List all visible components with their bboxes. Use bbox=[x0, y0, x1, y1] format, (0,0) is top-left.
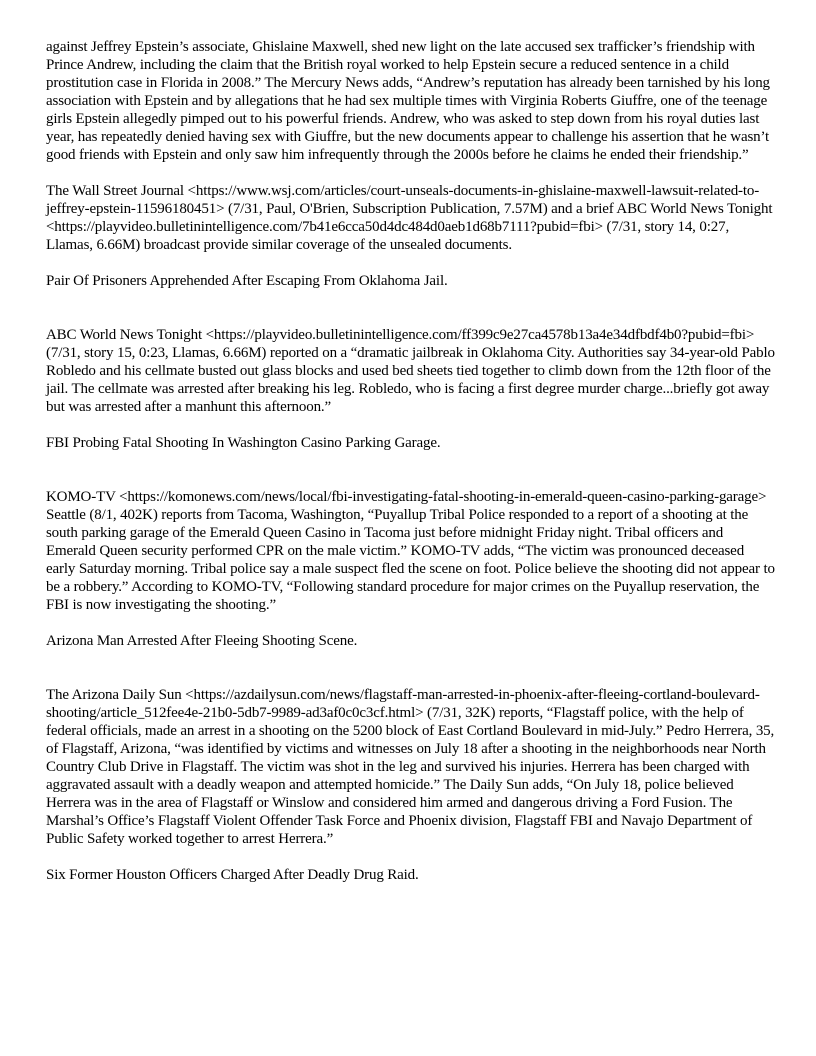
headline-washington-casino: FBI Probing Fatal Shooting In Washington Casino Parking Garage. bbox=[46, 435, 441, 451]
spacer bbox=[46, 668, 776, 686]
headline-oklahoma-jail: Pair Of Prisoners Apprehended After Escaping From Oklahoma Jail. bbox=[46, 273, 448, 289]
article-paragraph-arizona-daily-sun: The Arizona Daily Sun <https://azdailysun.com/news/flagstaff-man-arrested-in-phoenix-after-fleeing-cortland-boulevard-shooting/article_512fee4e-21b0-5db7-9989-ad3af0c0c3cf.html> (7/31, 32K) reports, “Flagstaff police, with the help of federal officials, made an arrest in a shooting on the 5200 block of East Cortland Boulevard in mid-July.” Pedro Herrera, 35, of Flagstaff, Arizona, “was identified by victims and witnesses on July 18 after a shooting in the neighborhoods near North Country Club Drive in Flagstaff. The victim was shot in the leg and survived his injuries. Herrera has been charged with aggravated assault with a deadly weapon and attempted homicide.” The Daily Sun adds, “On July 18, police believed Herrera was in the area of Flagstaff or Winslow and considered him armed and dangerous driving a Ford Fusion. The Marshal’s Office’s Flagstaff Violent Offender Task Force and Phoenix division, Flagstaff FBI and Navajo Department of Public Safety worked together to arrest Herrera.” bbox=[46, 687, 775, 847]
headline-houston-officers: Six Former Houston Officers Charged After Deadly Drug Raid. bbox=[46, 867, 419, 883]
article-paragraph-komo-casino: KOMO-TV <https://komonews.com/news/local/fbi-investigating-fatal-shooting-in-emerald-queen-casino-parking-garage> Seattle (8/1, 402K) reports from Tacoma, Washington, “Puyallup Tribal Police responded to a report of a shooting at the south parking garage of the Emerald Queen Casino in Tacoma just before midnight Friday night. Tribal officers and Emerald Queen security performed CPR on the male victim.” KOMO-TV adds, “The victim was pronounced deceased early Saturday morning. Tribal police say a male suspect fled the scene on foot. Police believe the shooting did not appear to be a robbery.” According to KOMO-TV, “Following standard procedure for major crimes on the Puyallup reservation, the FBI is now investigating the shooting.” bbox=[46, 489, 775, 613]
spacer bbox=[46, 308, 776, 326]
document-page bbox=[46, 38, 776, 902]
article-paragraph-maxwell-andrew: against Jeffrey Epstein’s associate, Ghislaine Maxwell, shed new light on the late accused sex trafficker’s friendship with Prince Andrew, including the claim that the British royal worked to help Epstein secure a reduced sentence in a child prostitution case in Florida in 2008.” The Mercury News adds, “Andrew’s reputation has already been tarnished by his long association with Epstein and by allegations that he had sex multiple times with Virginia Roberts Giuffre, one of the teenage girls Epstein allegedly pimped out to his powerful friends. Andrew, who was asked to step down from his royal duties last year, has repeatedly denied having sex with Giuffre, but the new documents appear to challenge his assertion that he wasn’t good friends with Epstein and only saw him infrequently through the 2000s before he claims he ended their friendship.” bbox=[46, 39, 770, 163]
article-paragraph-oklahoma-jailbreak: ABC World News Tonight <https://playvideo.bulletinintelligence.com/ff399c9e27ca4578b13a4e34dfbdf4b0?pubid=fbi> (7/31, story 15, 0:23, Llamas, 6.66M) reported on a “dramatic jailbreak in Oklahoma City. Authorities say 34-year-old Pablo Robledo and his cellmate busted out glass blocks and used bed sheets tied together to climb down from the 12th floor of the jail. The cellmate was arrested after breaking his leg. Robledo, who is facing a first degree murder charge...briefly got away but was arrested after a manhunt this afternoon.” bbox=[46, 327, 775, 415]
spacer bbox=[46, 470, 776, 488]
article-paragraph-wsj-abc: The Wall Street Journal <https://www.wsj.com/articles/court-unseals-documents-in-ghislaine-maxwell-lawsuit-related-to-jeffrey-epstein-11596180451> (7/31, Paul, O'Brien, Subscription Publication, 7.57M) and a brief ABC World News Tonight <https://playvideo.bulletinintelligence.com/7b41e6cca50d4dc484d0aeb1d68b7111?pubid=fbi> (7/31, story 14, 0:27, Llamas, 6.66M) broadcast provide similar coverage of the unsealed documents. bbox=[46, 183, 773, 253]
headline-arizona-man: Arizona Man Arrested After Fleeing Shooting Scene. bbox=[46, 633, 358, 649]
